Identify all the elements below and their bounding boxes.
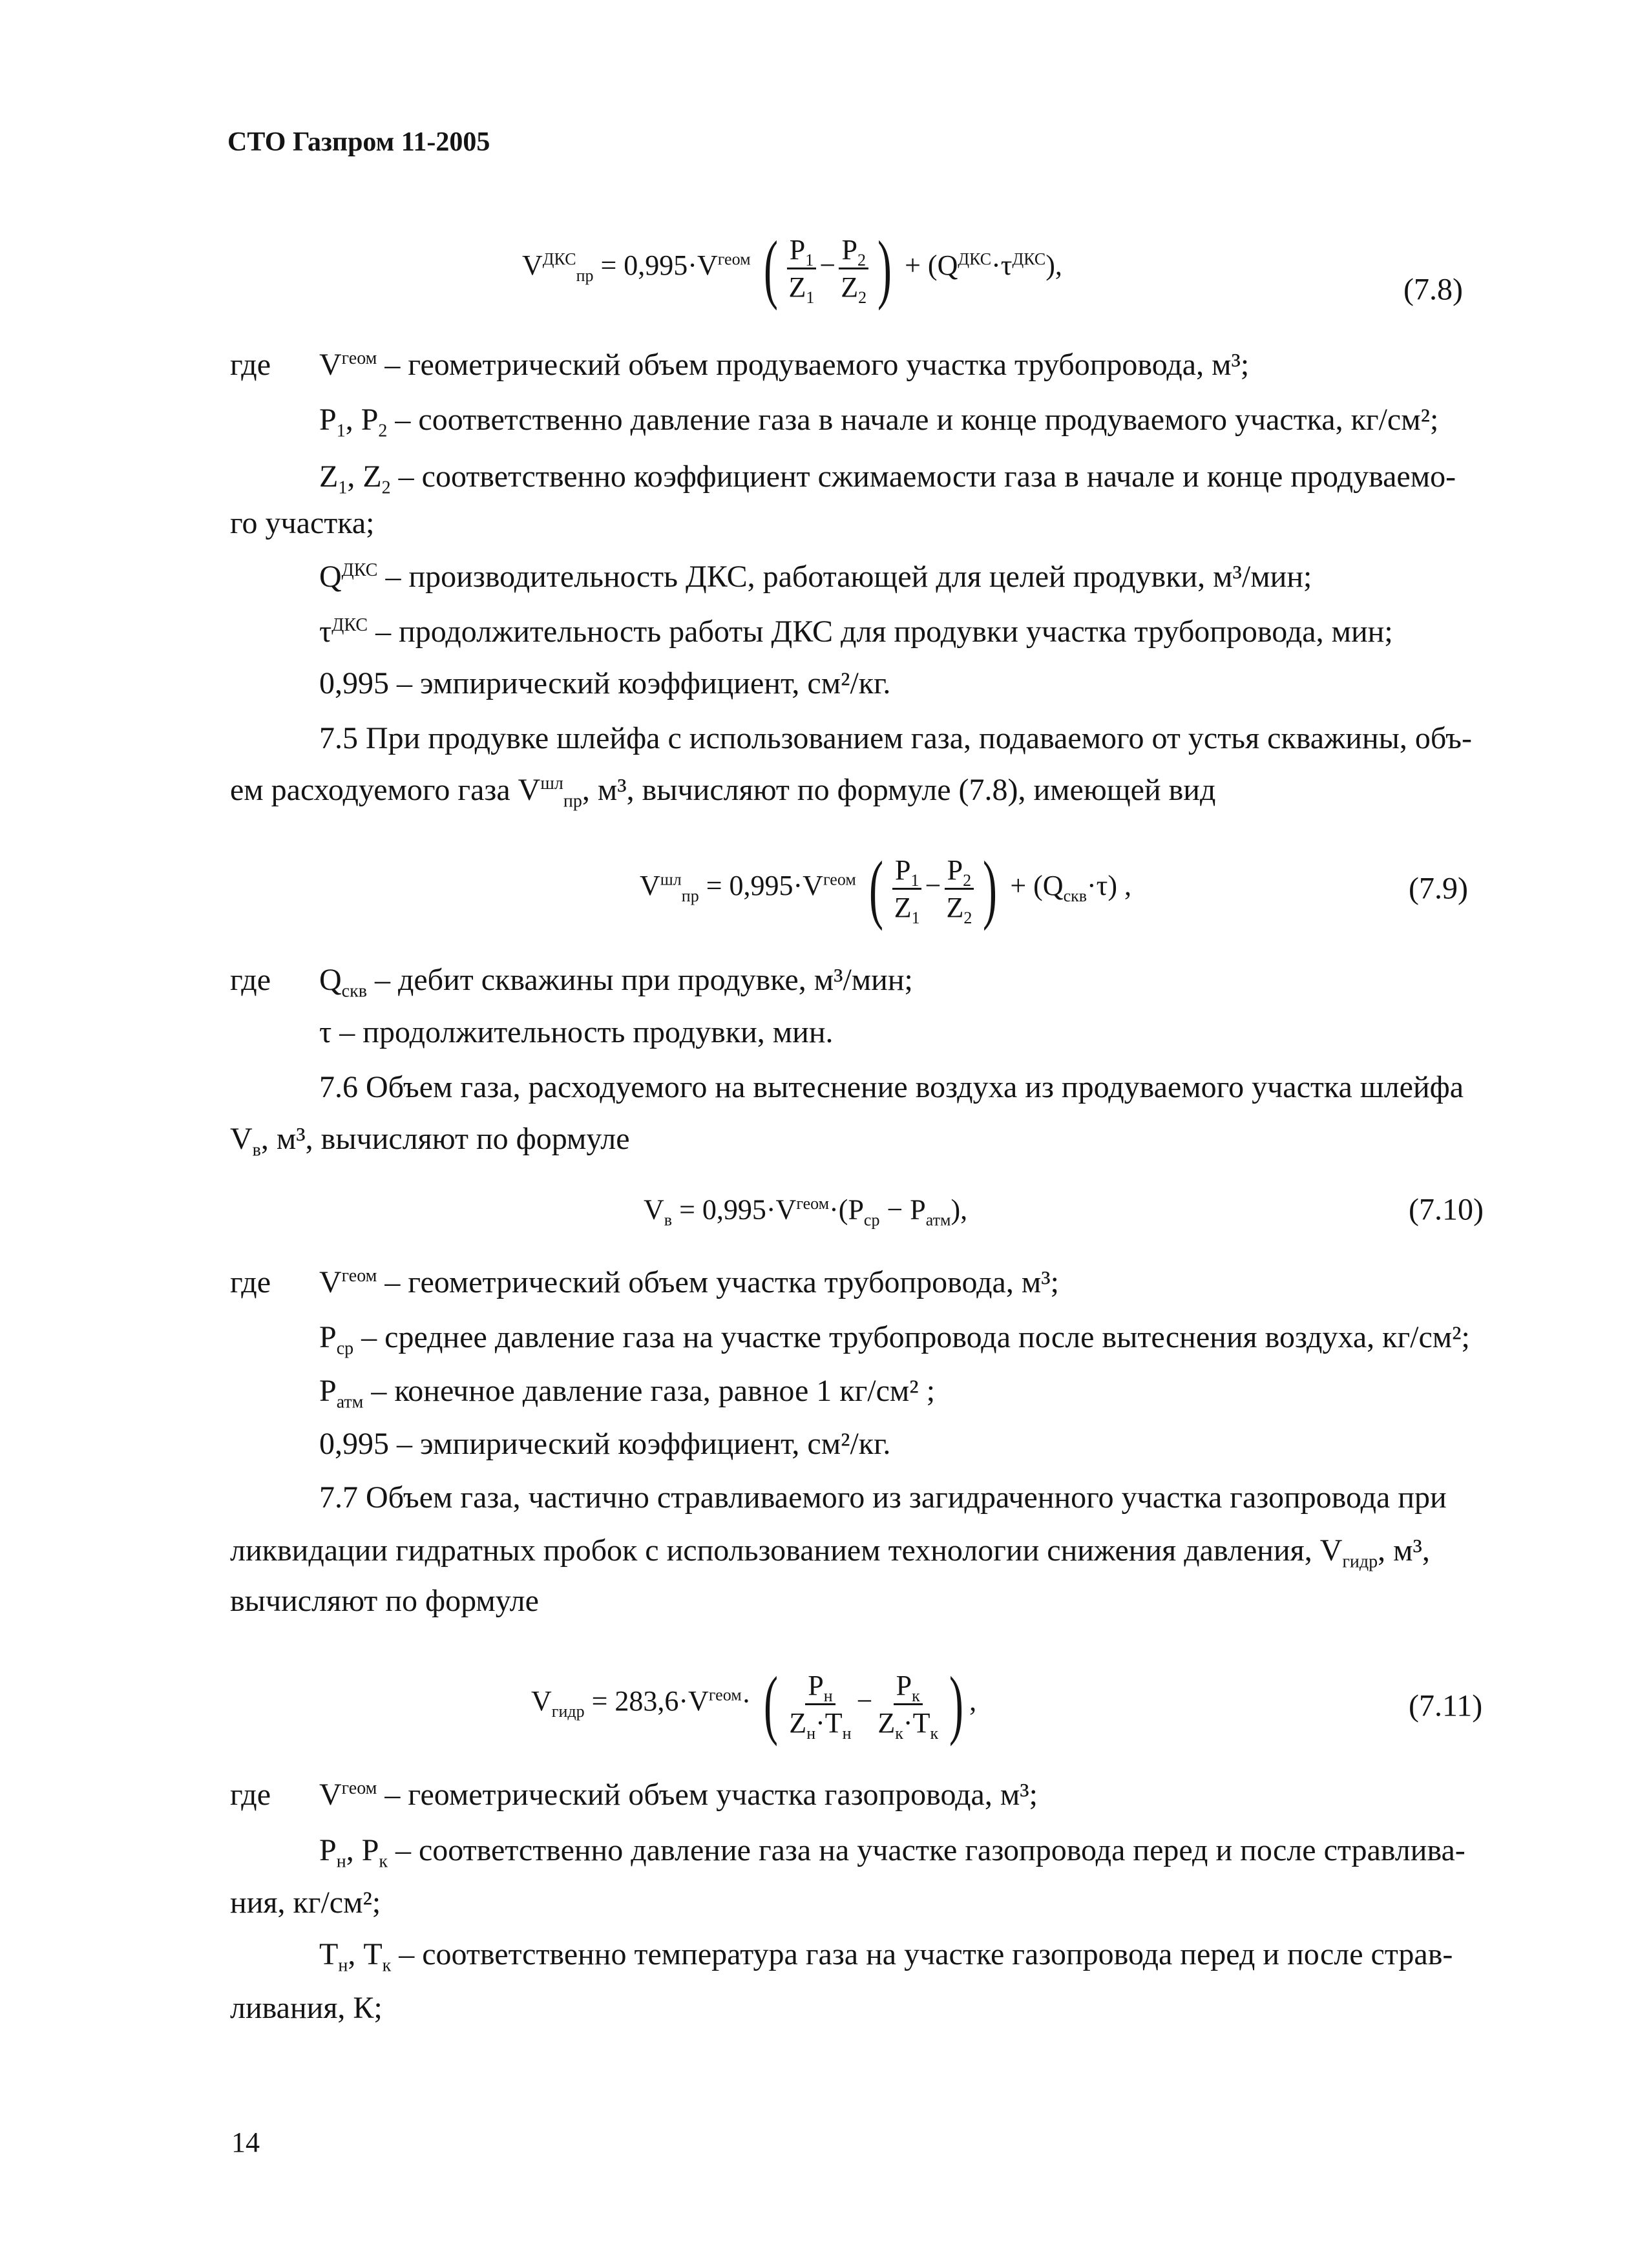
formula-7-11: $V_{гидр} = 283,6\cdot V^{геом}\cdot$ ( $\frac{P_н}{Z_н\cdot T_н}$ − $\frac{P_к}{Z_к\cdot T_к}$ ) , (531, 1661, 977, 1747)
definition-p1-p2: $P_1$, $P_2$ – соответственно давление газа в начале и конце продуваемого участка, кг/см²; (319, 403, 1439, 441)
equation-number-7-10: (7.10) (1409, 1192, 1484, 1227)
definition-vgeom: $V^{геом}$ – геометрический объем участка газопровода, м³; (319, 1778, 1038, 1812)
formula-7-10: $V_в = 0,995\cdot V^{геом}\cdot(P_{ср} - P_{атм})$, (644, 1193, 968, 1230)
definition-vgeom: $V^{геом}$ – геометрический объем продуваемого участка трубопровода, м³; (319, 348, 1250, 382)
paragraph-7-7-line-3: вычисляют по формуле (230, 1584, 539, 1618)
paragraph-7-5-line-2: ем расходуемого газа $V^{шл}_{пр}$, м³, вычисляют по формуле (7.8), имеющей вид (230, 773, 1216, 812)
definition-tn-tk-continued: ливания, К; (230, 1991, 383, 2025)
definition-q-dks: $Q^{ДКС}$ – производительность ДКС, работающей для целей продувки, м³/мин; (319, 560, 1312, 594)
where-label: где (230, 348, 271, 382)
equation-number-7-9: (7.9) (1409, 871, 1468, 906)
definition-pn-pk-continued: ния, кг/см²; (230, 1885, 381, 1920)
definition-coefficient: 0,995 – эмпирический коэффициент, см²/кг. (319, 666, 891, 700)
page-number: 14 (231, 2126, 260, 2158)
paragraph-7-7-line-1: 7.7 Объем газа, частично стравливаемого из загидраченного участка газопровода при (319, 1480, 1447, 1515)
where-label: где (230, 1778, 271, 1812)
document-header: СТО Газпром 11-2005 (227, 127, 490, 157)
definition-tau-dks: $\tau^{ДКС}$ – продолжительность работы ДКС для продувки участка трубопровода, мин; (319, 614, 1393, 649)
equation-number-7-8: (7.8) (1403, 272, 1463, 307)
definition-coefficient: 0,995 – эмпирический коэффициент, см²/кг. (319, 1427, 891, 1461)
paragraph-7-7-line-2: ликвидации гидратных пробок с использованием технологии снижения давления, $V_{гидр}$, м³, (230, 1533, 1430, 1572)
definition-z1-z2-continued: го участка; (230, 506, 375, 540)
formula-7-8: $V^{ДКС}_{пр} = 0,995\cdot V^{геом}$ ( $\frac{P_1}{Z_1}$ − $\frac{P_2}{Z_2}$ ) + $(Q^{ДКС}\cdot\tau^{ДКС})$, (522, 225, 1062, 311)
formula-7-9: $V^{шл}_{пр} = 0,995\cdot V^{геом}$ ( $\frac{P_1}{Z_1}$ − $\frac{P_2}{Z_2}$ ) + $(Q_{скв}\cdot\tau)$ , (640, 845, 1132, 931)
definition-tn-tk: $T_н$, $T_к$ – соответственно температура газа на участке газопровода перед и после страв- (319, 1937, 1453, 1976)
definition-p-sr: $P_{ср}$ – среднее давление газа на участке трубопровода после вытеснения воздуха, кг/см²; (319, 1320, 1470, 1359)
definition-z1-z2: $Z_1$, $Z_2$ – соответственно коэффициент сжимаемости газа в начале и конце продуваемо- (319, 459, 1456, 498)
definition-vgeom: $V^{геом}$ – геометрический объем участка трубопровода, м³; (319, 1265, 1059, 1299)
definition-tau: τ – продолжительность продувки, мин. (319, 1015, 834, 1049)
paragraph-7-5-line-1: 7.5 При продувке шлейфа с использованием газа, подаваемого от устья скважины, объ- (319, 721, 1472, 755)
equation-number-7-11: (7.11) (1409, 1688, 1483, 1723)
where-label: где (230, 1265, 271, 1299)
paragraph-7-6-line-2: $V_в$, м³, вычисляют по формуле (230, 1122, 630, 1160)
definition-p-atm: $P_{атм}$ – конечное давление газа, равное 1 кг/см² ; (319, 1374, 936, 1412)
definition-q-skv: $Q_{скв}$ – дебит скважины при продувке, м³/мин; (319, 963, 913, 1002)
definition-pn-pk: $P_н$, $P_к$ – соответственно давление газа на участке газопровода перед и после стравлива- (319, 1833, 1465, 1872)
where-label: где (230, 963, 271, 997)
paragraph-7-6-line-1: 7.6 Объем газа, расходуемого на вытеснение воздуха из продуваемого участка шлейфа (319, 1070, 1464, 1104)
